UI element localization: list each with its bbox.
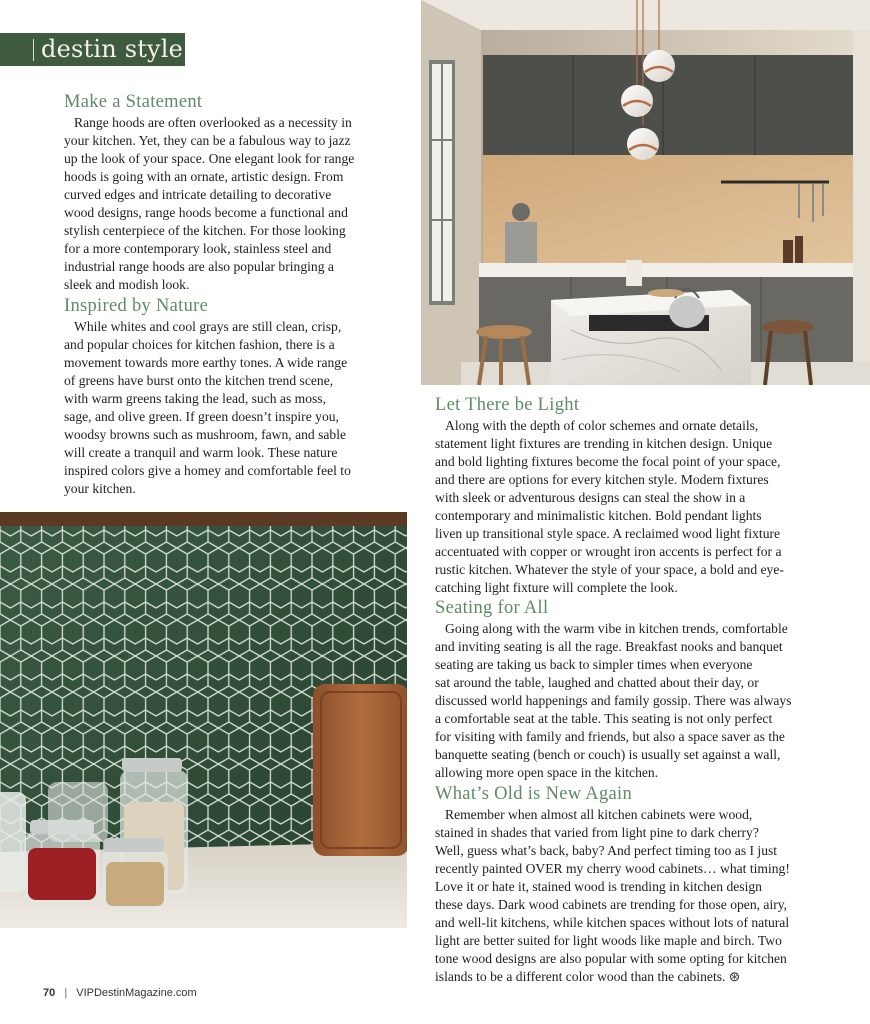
text-line: and well-lit kitchens, while kitchen spaces without lots of natural <box>435 915 790 931</box>
text-line: and inviting seating is all the rage. Breakfast nooks and banquet <box>435 639 783 655</box>
text-line: recently painted OVER my cherry wood cabinets… what timing! <box>435 861 790 877</box>
text-line: will create a tranquil and warm look. These nature <box>64 445 338 461</box>
text-line: hoods is going with an ornate, artistic design. From <box>64 169 344 185</box>
article-body <box>435 806 790 986</box>
text-line: curved edges and intricate detailing to decorative <box>64 187 332 203</box>
text-line: and there are options for every kitchen style. Modern fixtures <box>435 472 769 488</box>
article-seating-for-all <box>435 598 792 782</box>
article-make-a-statement <box>64 92 354 294</box>
text-line: inspired colors give a homey and comfortable feel to <box>64 463 351 479</box>
text-line: with sleek or adventurous designs can steal the show in a <box>435 490 746 506</box>
text-line: light are better suited for light woods like maple and birch. Two <box>435 933 782 949</box>
text-line: banquette seating (bench or couch) is usually set against a wall, <box>435 747 781 763</box>
section-tab-label: destin style <box>41 35 184 63</box>
kitchen-photo <box>421 0 870 385</box>
text-line: sleek and modish look. <box>64 277 190 293</box>
text-line: tone wood designs are also popular with some opting for kitchen <box>435 951 787 967</box>
page-footer <box>43 987 197 999</box>
text-line: Going along with the warm vibe in kitchen trends, comfortable <box>445 621 788 636</box>
article-let-there-be-light <box>435 395 784 597</box>
article-whats-old-is-new-again <box>435 784 790 986</box>
text-line: catching light fixture will complete the look. <box>435 580 678 596</box>
kitchen-illustration <box>421 0 870 385</box>
text-line: seating are taking us back to simpler times when everyone <box>435 657 753 673</box>
article-heading: Seating for All <box>435 598 549 618</box>
text-line: for visiting with family and friends, but also a space saver as the <box>435 729 785 745</box>
hex-tile-photo <box>0 512 407 928</box>
text-line: sat around the table, laughed and chatted about their day, or <box>435 675 759 691</box>
footer-site[interactable]: VIPDestinMagazine.com <box>76 987 197 999</box>
article-heading: Inspired by Nature <box>64 296 209 316</box>
article-body <box>64 318 351 498</box>
text-line: discussed world happenings and family gossip. There was always <box>435 693 792 709</box>
page-number: 70 <box>43 987 56 999</box>
article-inspired-by-nature <box>64 296 351 498</box>
section-tab <box>0 33 185 66</box>
tab-divider <box>33 39 34 61</box>
text-line: for a more contemporary look, stainless steel and <box>64 241 332 257</box>
text-line: stylish centerpiece of the kitchen. For those looking <box>64 223 346 239</box>
footer-separator: | <box>64 987 68 999</box>
text-line: stained in shades that varied from light pine to dark cherry? <box>435 825 759 841</box>
text-line: accentuated with copper or wrought iron accents is perfect for a <box>435 544 782 560</box>
text-line: Range hoods are often overlooked as a necessity in <box>74 115 352 130</box>
text-line: allowing more open space in the kitchen. <box>435 765 659 781</box>
text-line: wood designs, range hoods become a functional and <box>64 205 348 221</box>
text-line: your kitchen. <box>64 481 136 497</box>
article-heading: Let There be Light <box>435 395 580 415</box>
text-line: While whites and cool grays are still clean, crisp, <box>74 319 342 334</box>
text-line: industrial range hoods are also popular bringing a <box>64 259 334 275</box>
text-line: with warm greens taking the lead, such as moss, <box>64 391 326 407</box>
text-line: rustic kitchen. Whatever the style of your space, a bold and eye- <box>435 562 784 578</box>
text-line: woodsy browns such as mushroom, fawn, and sable <box>64 427 347 443</box>
text-line: statement light fixtures are trending in kitchen design. Unique <box>435 436 773 452</box>
text-line: Well, guess what’s back, baby? And perfect timing too as I just <box>435 843 778 859</box>
text-line: contemporary and minimalistic kitchen. Bold pendant lights <box>435 508 762 524</box>
text-line: islands to be a different color wood than the cabinets. ⊛ <box>435 969 741 985</box>
text-line: these days. Dark wood cabinets are trending for those open, airy, <box>435 897 788 913</box>
text-line: liven up transitional style space. A reclaimed wood light fixture <box>435 526 781 542</box>
text-line: movement towards more earthy tones. A wide range <box>64 355 348 371</box>
hex-tile-illustration <box>0 512 407 928</box>
article-heading: What’s Old is New Again <box>435 784 633 804</box>
text-line: a comfortable seat at the table. This seating is not only perfect <box>435 711 773 727</box>
article-body <box>435 620 792 782</box>
text-line: of greens have burst onto the kitchen trend scene, <box>64 373 334 389</box>
text-line: and bold lighting fixtures become the focal point of your space, <box>435 454 781 470</box>
article-body <box>64 114 354 294</box>
text-line: up the look of your space. One elegant look for range <box>64 151 355 167</box>
text-line: sage, and olive green. If green doesn’t inspire you, <box>64 409 339 425</box>
text-line: your kitchen. Yet, they can be a fabulous way to jazz <box>64 133 351 149</box>
article-heading: Make a Statement <box>64 92 203 112</box>
text-line: Remember when almost all kitchen cabinets were wood, <box>445 807 753 822</box>
text-line: Love it or hate it, stained wood is trending in kitchen design <box>435 879 762 895</box>
article-body <box>435 417 784 597</box>
text-line: Along with the depth of color schemes and ornate details, <box>445 418 759 433</box>
text-line: and popular choices for kitchen fashion, there is a <box>64 337 335 353</box>
